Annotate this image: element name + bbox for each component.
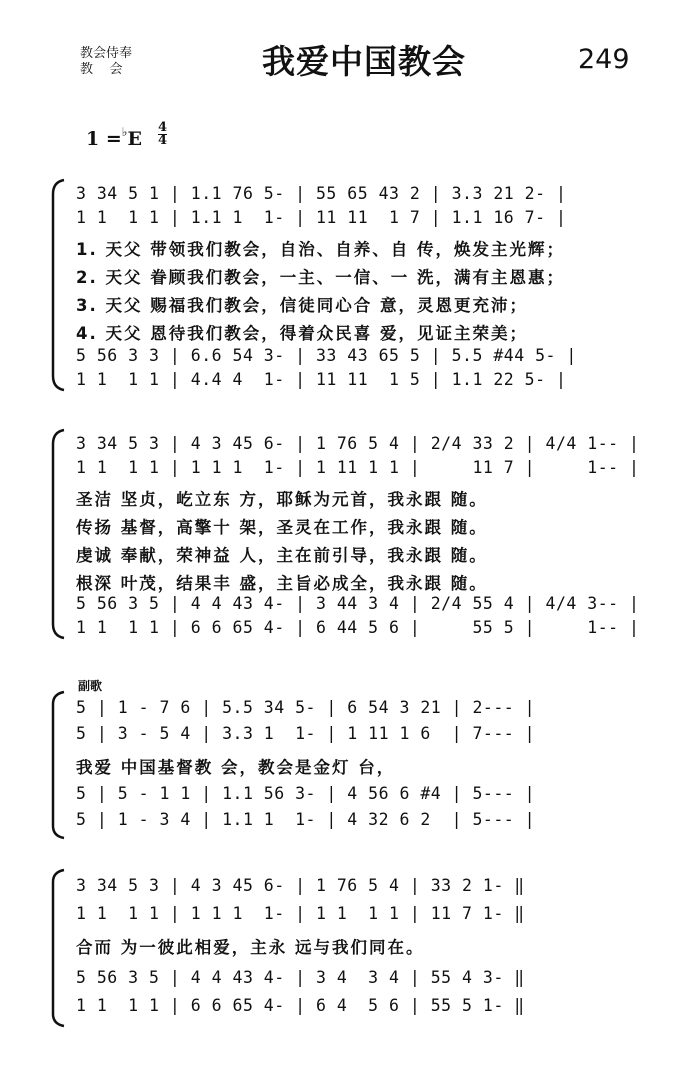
category-line2: 教 会 (80, 62, 123, 77)
bass-line-2: 1 1 1 1 | 6 6 65 4- | 6 44 5 6 | 55 5 | 1-- | (76, 618, 640, 637)
soprano-line-4: 3 34 5 3 | 4 3 45 6- | 1 76 5 4 | 33 2 1- ‖ (76, 876, 525, 895)
hymn-category (80, 46, 132, 78)
tenor-line-1: 5 56 3 3 | 6.6 54 3- | 33 43 65 5 | 5.5 #44 5- | (76, 346, 577, 365)
verse-2-line-2: 传扬 基督，高擎十 架，圣灵在工作，我永跟 随。 (76, 518, 488, 537)
verse-4-line-2: 根深 叶茂，结果丰 盛，主旨必成全，我永跟 随。 (76, 574, 488, 593)
verse-4-line-1: 4. 天父 恩待我们教会，得着众民喜 爱，见证主荣美； (76, 324, 528, 343)
soprano-line-2: 3 34 5 3 | 4 3 45 6- | 1 76 5 4 | 2/4 33 2 | 4/4 1-- | (76, 434, 640, 453)
alto-line-4: 1 1 1 1 | 1 1 1 1- | 1 1 1 1 | 11 7 1- ‖ (76, 904, 525, 923)
meter-top: 4 (158, 120, 168, 135)
soprano-line-1: 3 34 5 1 | 1.1 76 5- | 55 65 43 2 | 3.3 21 2- | (76, 184, 567, 203)
verse-2-line-1: 2. 天父 眷顾我们教会，一主、一信、一 洗，满有主恩惠； (76, 268, 565, 287)
alto-line-2: 1 1 1 1 | 1 1 1 1- | 1 11 1 1 | 11 7 | 1-- | (76, 458, 640, 477)
verse-3-line-1: 3. 天父 赐福我们教会，信徒同心合 意，灵恩更充沛； (76, 296, 528, 315)
bass-line-4: 1 1 1 1 | 6 6 65 4- | 6 4 5 6 | 55 5 1- ‖ (76, 996, 525, 1015)
meter-bottom: 4 (158, 133, 168, 148)
alto-line-1: 1 1 1 1 | 1.1 1 1- | 11 11 1 7 | 1.1 16 7- | (76, 208, 567, 227)
key-name: E (127, 128, 142, 150)
key-prefix: 1 = (86, 128, 122, 150)
final-lyric: 合而 为一彼此相爱，主永 远与我们同在。 (76, 938, 425, 957)
system-2 (50, 428, 665, 640)
tenor-line-2: 5 56 3 5 | 4 4 43 4- | 3 44 3 4 | 2/4 55 4 | 4/4 3-- | (76, 594, 640, 613)
verse-1-line-1: 1. 天父 带领我们教会，自治、自养、自 传，焕发主光辉； (76, 240, 565, 259)
system-bracket-4 (50, 868, 66, 1028)
bass-line-3: 5 | 1 - 3 4 | 1.1 1 1- | 4 32 6 2 | 5--- | (76, 810, 536, 829)
bass-line-1: 1 1 1 1 | 4.4 4 1- | 11 11 1 5 | 1.1 22 5- | (76, 370, 567, 389)
key-signature (86, 125, 142, 150)
tenor-line-3: 5 | 5 - 1 1 | 1.1 56 3- | 4 56 6 #4 | 5--- | (76, 784, 536, 803)
system-4 (50, 868, 665, 1028)
category-line1: 教会侍奉 (80, 46, 133, 61)
hymn-title: 我爱中国教会 (262, 42, 466, 81)
time-signature (158, 122, 167, 147)
soprano-line-3: 5 | 1 - 7 6 | 5.5 34 5- | 6 54 3 21 | 2--- | (76, 698, 536, 717)
system-bracket-3 (50, 690, 66, 840)
alto-line-3: 5 | 3 - 5 4 | 3.3 1 1- | 1 11 1 6 | 7--- | (76, 724, 536, 743)
system-3-refrain (50, 690, 665, 840)
flat-sign: ♭ (121, 125, 128, 139)
system-bracket-2 (50, 428, 66, 640)
verse-1-line-2: 圣洁 坚贞，屹立东 方，耶稣为元首，我永跟 随。 (76, 490, 488, 509)
system-1 (50, 178, 665, 392)
system-bracket-1 (50, 178, 66, 392)
refrain-label: 副歌 (78, 679, 103, 693)
verse-3-line-2: 虔诚 奉献，荣神益 人，主在前引导，我永跟 随。 (76, 546, 488, 565)
hymn-number: 249 (578, 44, 630, 75)
refrain-lyric: 我爱 中国基督教 会，教会是金灯 台， (76, 758, 396, 777)
tenor-line-4: 5 56 3 5 | 4 4 43 4- | 3 4 3 4 | 55 4 3- ‖ (76, 968, 525, 987)
